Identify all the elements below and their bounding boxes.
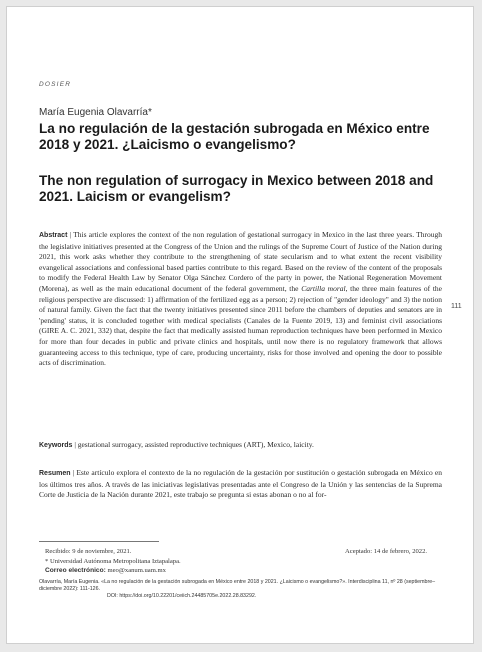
email-label: Correo electrónico: bbox=[45, 567, 106, 574]
abstract-label: Abstract bbox=[39, 232, 68, 239]
keywords-text: | gestational surrogacy, assisted reproductive techniques (ART), Mexico, laicity. bbox=[72, 440, 314, 449]
keywords-label: Keywords bbox=[39, 442, 73, 449]
title-spanish: La no regulación de la gestación subrogada en México entre 2018 y 2021. ¿Laicismo o evangelismo? bbox=[39, 121, 430, 152]
abstract-italic-title: Cartilla moral bbox=[301, 283, 346, 293]
doi: DOI: https://doi.org/10.22201/ceiich.24485705e.2022.28.83292. bbox=[107, 593, 257, 599]
document-page bbox=[6, 6, 474, 644]
abstract-text: | This article explores the context of the non regulation of gestational surrogacy in Mexico in the last three years. Through the legislative initiatives presented at the Congress of the Union and the rulings of the Supreme Court of Justice of the Nation during 2021, this work asks whether they contribute to the strengthening of state secularism and to what extent the recent visibility evangelical associations and confessional based parties contribute to this regard. Based on the review of the content of the proposals to modify the Federal Health Law by Senator Olga Sánchez Cordero of the party in power, the National Regeneration Movement (Morena), as well as the main educational document of the federal government, the bbox=[39, 230, 442, 293]
section-label: DOSIER bbox=[39, 81, 72, 88]
received-date: Recibido: 9 de noviembre, 2021. bbox=[45, 548, 132, 555]
footnote-divider bbox=[39, 541, 159, 542]
resumen-label: Resumen bbox=[39, 470, 71, 477]
author-affiliation: * Universidad Autónoma Metropolitana Iztapalapa. bbox=[45, 558, 181, 565]
keywords-paragraph bbox=[39, 440, 442, 452]
resumen-text: | Este artículo explora el contexto de la no regulación de la gestación por sustitución o gestación subrogada en México en los últimos tres años. A través de las iniciativas legislativas presentadas ante el Congreso de la Unión y las sentencias de la Suprema Corte de Justicia de la Nación durante 2021, este trabajo se pregunta si estas abonan o no al for- bbox=[39, 468, 442, 500]
abstract-text-continued: , the three main features of the religious perspective are discussed: 1) affirmation of the fertilized egg as a person; 2) rejection of "gender ideology" and 3) the notion of natural family. Given the fact that the twenty initiatives presented since 2011 before the chambers of deputies and senators are in 'pending' status, it is concluded together with medical specialists (Canales de la Fuente 2019, 13) and feminist civil associations (GIRE A. C. 2021, 332) that, despite the fact that medically assisted human reproduction techniques have been performed in Mexico for more than four decades in public and private clinics and hospitals, until now there is no regulatory framework that allows guaranteeing access to this technique, type of care, producing uncertainty, risks for those involved and opening the door to possible acts of discrimination. bbox=[39, 283, 442, 368]
author-email bbox=[45, 567, 448, 575]
resumen-paragraph bbox=[39, 468, 442, 501]
email-address: meo@xanum.uam.mx bbox=[105, 567, 166, 574]
abstract-paragraph bbox=[39, 230, 442, 369]
author-name: María Eugenia Olavarría* bbox=[39, 107, 152, 118]
citation: Olavarría, María Eugenia. «La no regulación de la gestación subrogada en México entre 2018 y 2021. ¿Laicismo o evangelismo?». Interdisciplina 11, nº 28 (septiembre–diciembre 2022): 111-126. bbox=[39, 579, 436, 592]
title-english: The non regulation of surrogacy in Mexico between 2018 and 2021. Laicism or evangelism? bbox=[39, 173, 434, 204]
accepted-date: Aceptado: 14 de febrero, 2022. bbox=[345, 548, 428, 555]
page-number: 111 bbox=[451, 303, 462, 310]
